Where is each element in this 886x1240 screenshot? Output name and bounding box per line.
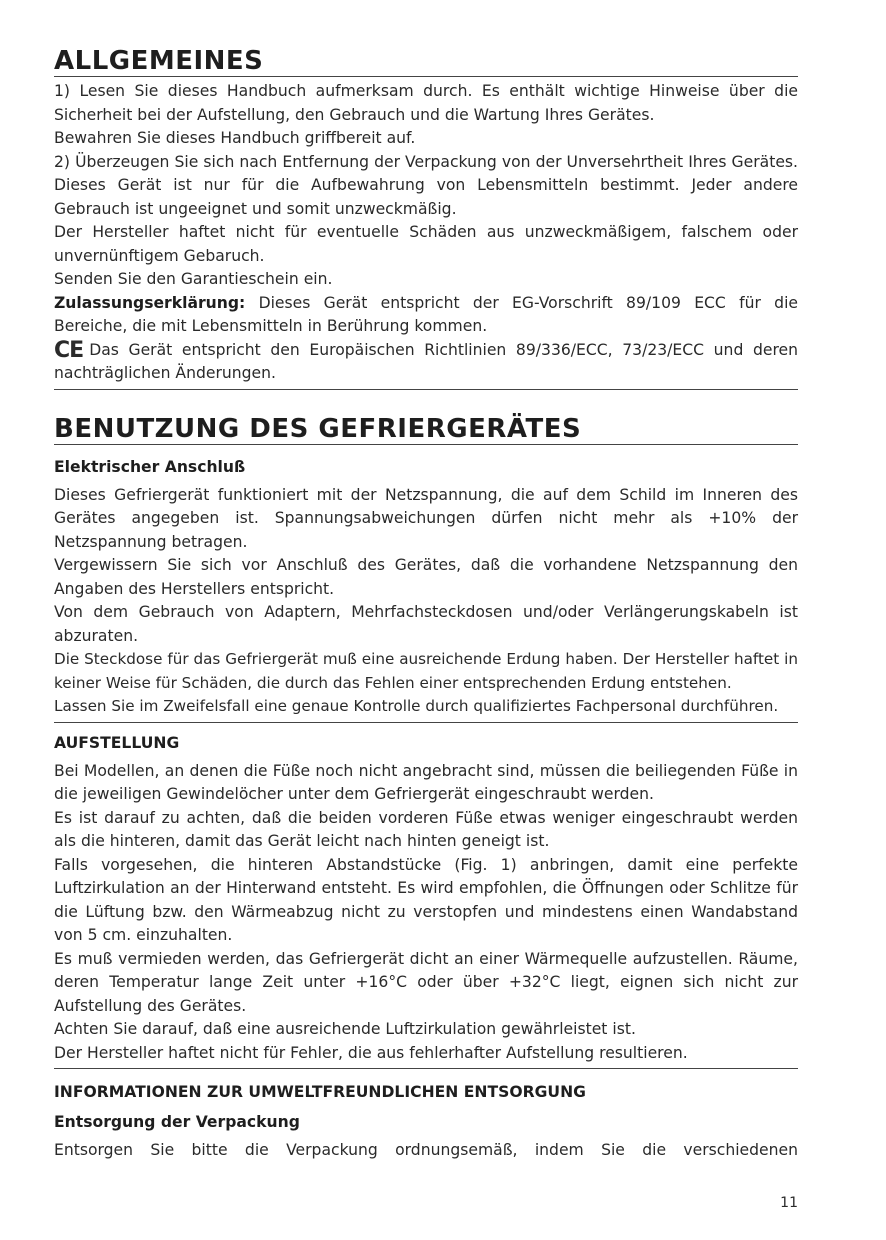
paragraph: Es ist darauf zu achten, daß die beiden vorderen Füße etwas weniger eingeschraubt werden als die hinteren, damit das Gerät leicht nach hinten geneigt ist. — [54, 808, 798, 850]
disposal-information — [54, 1081, 798, 1163]
approval-text: Dieses Gerät entspricht der EG-Vorschrift 89/109 ECC für die Bereiche, die mit Lebensmitteln in Berührung kommen. — [54, 293, 798, 335]
paragraph: Es muß vermieden werden, das Gefriergerät dicht an einer Wärmequelle aufzustellen. Räume, deren Temperatur lange Zeit unter +16°C oder über +32°C liegt, eignen sich nicht zur Aufstellung des Gerätes. — [54, 949, 798, 1015]
installation — [54, 732, 798, 1070]
section-title-allgemeines: ALLGEMEINES — [54, 40, 798, 77]
paragraph: Bei Modellen, an denen die Füße noch nicht angebracht sind, müssen die beiliegenden Füße in die jeweiligen Gewindelöcher unter dem Gefriergerät eingeschraubt werden. — [54, 761, 798, 803]
paragraph: Bewahren Sie dieses Handbuch griffbereit auf. — [54, 129, 416, 147]
electrical-connection — [54, 456, 798, 723]
subheading-installation: AUFSTELLUNG — [54, 733, 180, 752]
paragraph: 1) Lesen Sie dieses Handbuch aufmerksam durch. Es enthält wichtige Hinweise über die Sicherheit bei der Aufstellung, den Gebrauch und die Wartung Ihres Gerätes. — [54, 82, 798, 124]
paragraph: Achten Sie darauf, daß eine ausreichende Luftzirkulation gewährleistet ist. — [54, 1020, 636, 1038]
paragraph: Senden Sie den Garantieschein ein. — [54, 270, 333, 288]
section-title-benutzung: BENUTZUNG DES GEFRIERGERÄTES — [54, 408, 798, 445]
paragraph: Entsorgen Sie bitte die Verpackung ordnungsemäß, indem Sie die verschiedenen — [54, 1141, 798, 1159]
subheading-electrical: Elektrischer Anschluß — [54, 457, 246, 476]
page-number: 11 — [780, 1195, 798, 1211]
paragraph: Der Hersteller haftet nicht für Fehler, die aus fehlerhafter Aufstellung resultieren. — [54, 1043, 688, 1062]
manual-page — [54, 40, 798, 1163]
section-general-body — [54, 80, 798, 390]
ce-text: Das Gerät entspricht den Europäischen Richtlinien 89/336/ECC, 73/23/ECC und deren nachträglichen Änderungen. — [54, 340, 798, 382]
paragraph: Lassen Sie im Zweifelsfall eine genaue Kontrolle durch qualifiziertes Fachpersonal durchführen. — [54, 697, 779, 715]
subheading-disposal: INFORMATIONEN ZUR UMWELTFREUNDLICHEN ENTSORGUNG — [54, 1083, 586, 1101]
paragraph: Der Hersteller haftet nicht für eventuelle Schäden aus unzweckmäßigem, falschem oder unvernünftigem Gebaruch. — [54, 223, 798, 265]
subheading-packaging-disposal: Entsorgung der Verpackung — [54, 1113, 300, 1131]
paragraph: Dieses Gefriergerät funktioniert mit der Netzspannung, die auf dem Schild im Inneren des Gerätes angegeben ist. Spannungsabweichungen dürfen nicht mehr als +10% der Netzspannung betragen. — [54, 485, 798, 551]
approval-paragraph — [54, 292, 798, 339]
paragraph: Falls vorgesehen, die hinteren Abstandstücke (Fig. 1) anbringen, damit eine perfekte Luftzirkulation an der Hinterwand entsteht. Es wird empfohlen, die Öffnungen oder Schlitze für die Lüftung bzw. den Wärmeabzug nicht zu verstopfen und mindestens einen Wandabstand von 5 cm. einzuhalten. — [54, 855, 798, 944]
approval-label: Zulassungserklärung: — [54, 293, 246, 312]
ce-mark-icon: CE — [54, 337, 84, 363]
paragraph: 2) Überzeugen Sie sich nach Entfernung der Verpackung von der Unversehrtheit Ihres Gerätes. Dieses Gerät ist nur für die Aufbewahrung von Lebensmitteln bestimmt. Jeder andere Gebrauch ist ungeeignet und somit unzweckmäßig. — [54, 152, 798, 218]
ce-paragraph — [54, 339, 798, 386]
paragraph: Von dem Gebrauch von Adaptern, Mehrfachsteckdosen und/oder Verlängerungskabeln ist abzuraten. — [54, 603, 798, 645]
paragraph: Die Steckdose für das Gefriergerät muß eine ausreichende Erdung haben. Der Hersteller haftet in keiner Weise für Schäden, die durch das Fehlen einer entsprechenden Erdung entstehen. — [54, 650, 798, 692]
paragraph: Vergewissern Sie sich vor Anschluß des Gerätes, daß die vorhandene Netzspannung den Angaben des Herstellers entspricht. — [54, 556, 798, 598]
